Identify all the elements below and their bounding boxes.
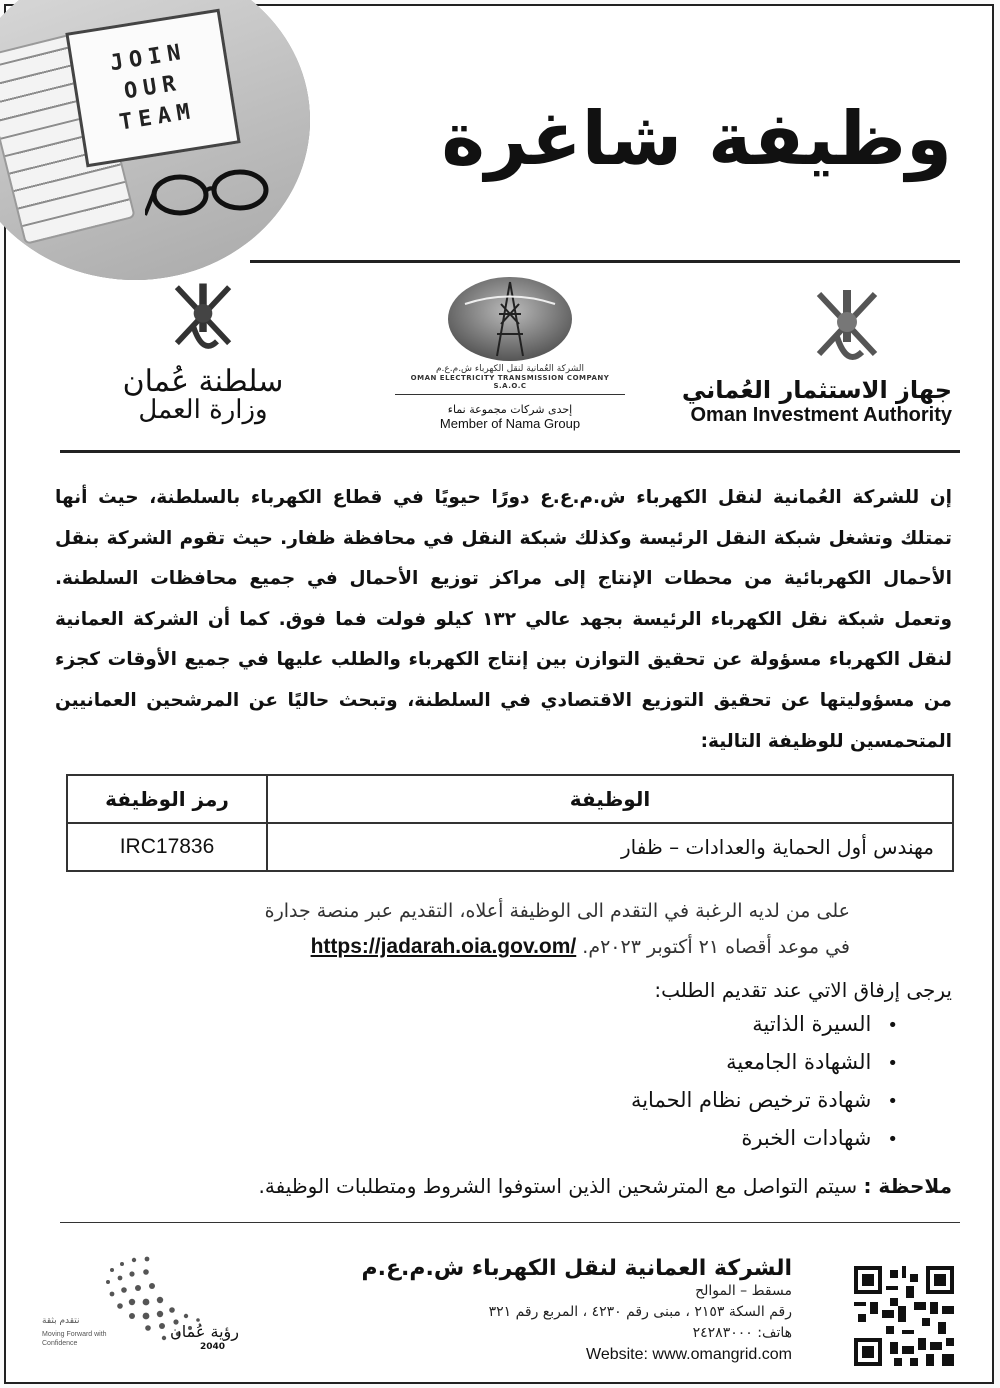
- logos-divider: [60, 450, 960, 453]
- apply-line: على من لديه الرغبة في التقدم الى الوظيفة أعلاه، التقديم عبر منصة جدارة: [264, 900, 850, 922]
- apply-link-line: [265, 929, 850, 965]
- vision-title: رؤية عُمان: [170, 1322, 239, 1341]
- intro-paragraph: إن للشركة العُمانية لنقل الكهرباء ش.م.ع.ع دورًا حيويًا في قطاع الكهرباء بالسلطنة، حيث أنها تمتلك وتشغل شبكة النقل الرئيسة وكذلك شبكة النقل في محافظة ظفار. حيث تقوم الشركة بنقل الأحمال الكهربائية من محطات الإنتاج إلى مراكز توزيع الأحمال في جميع محافظات السلطنة. وتعمل شبكة نقل الكهرباء الرئيسة بجهد عالي ١٣٢ كيلو فولت فما فوق. كما أن الشركة العمانية لنقل الكهرباء مسؤولة عن تحقيق التوازن بين إنتاج الكهرباء والطلب عليها في جميع الأوقات كجزء من مسؤوليتها عن تحقيق التوزيع الاقتصادي في السلطنة، وتبحث حاليًا عن المرشحين العمانيين المتحمسين للوظيفة التالية:: [55, 487, 952, 752]
- vision-tagline-english: Moving Forward with Confidence: [42, 1331, 107, 1347]
- oia-logo: [652, 282, 952, 427]
- qr-code-icon[interactable]: [854, 1266, 954, 1366]
- attachments-list: [631, 1006, 918, 1158]
- list-item: • السيرة الذاتية: [631, 1006, 898, 1044]
- oman-vision-2040-logo: [40, 1250, 260, 1370]
- oetc-arabic-name: الشركة العُمانية لنقل الكهرباء ش.م.ع.م: [435, 364, 585, 374]
- join-our-team-lightbox: [65, 9, 240, 168]
- attachments-title: يرجى إرفاق الاتي عند تقديم الطلب:: [654, 978, 952, 1002]
- code-column-header: رمز الوظيفة: [67, 775, 267, 823]
- website-link[interactable]: Website: www.omangrid.com: [586, 1346, 792, 1363]
- glasses-icon: [145, 160, 275, 220]
- note-label: ملاحظة :: [863, 1174, 952, 1198]
- sultanate-of-oman-text: سلطنة عُمان: [122, 364, 284, 399]
- job-table: [66, 774, 954, 872]
- note: [259, 1174, 952, 1198]
- nama-group-arabic: إحدى شركات مجموعة نماء: [447, 403, 573, 416]
- top-divider: [250, 260, 960, 263]
- nama-group-english: Member of Nama Group: [439, 416, 581, 431]
- list-item: • شهادات الخبرة: [631, 1120, 898, 1158]
- khanjar-emblem-icon: [807, 282, 887, 372]
- table-row: [67, 823, 953, 871]
- oetc-english-name: OMAN ELECTRICITY TRANSMISSION COMPANY S.A.O.C: [395, 374, 625, 395]
- job-code-cell: IRC17836: [67, 823, 267, 871]
- page-title: وظيفة شاغرة: [441, 96, 952, 182]
- job-title-cell: مهندس أول الحماية والعدادات – ظفار: [267, 823, 953, 871]
- job-column-header: الوظيفة: [267, 775, 953, 823]
- footer-divider: [60, 1222, 960, 1223]
- list-item: • الشهادة الجامعية: [631, 1044, 898, 1082]
- khanjar-emblem-icon: [165, 276, 241, 360]
- phone-number: هاتف: ٢٤٢٨٣٠٠٠: [692, 1325, 792, 1341]
- board-line-2: OUR: [122, 70, 184, 105]
- oia-english-name: Oman Investment Authority: [690, 404, 952, 426]
- ministry-of-labour-text: وزارة العمل: [138, 395, 268, 425]
- join-our-team-photo: [0, 0, 310, 280]
- vision-tagline-arabic: نتقدم بثقة: [42, 1316, 80, 1326]
- list-item: • شهادة ترخيص نظام الحماية: [631, 1082, 898, 1120]
- note-text: سيتم التواصل مع المترشحين الذين استوفوا الشروط ومتطلبات الوظيفة.: [258, 1174, 858, 1198]
- vision-year: 2040: [200, 1342, 226, 1352]
- jadarah-link[interactable]: https://jadarah.oia.gov.om/: [310, 935, 577, 958]
- deadline-text: في موعد أقصاه ٢١ أكتوبر ٢٠٢٣م.: [582, 936, 850, 958]
- ministry-of-labour-logo: [108, 276, 298, 425]
- transmission-tower-globe-icon: [445, 274, 575, 364]
- board-line-3: TEAM: [117, 98, 198, 136]
- company-contact: [362, 1256, 792, 1364]
- application-instructions: [265, 893, 850, 965]
- oetc-logo: [395, 274, 625, 431]
- oia-arabic-name: جهاز الاستثمار العُماني: [681, 376, 952, 404]
- board-line-1: JOIN: [108, 39, 189, 77]
- address-line-2: رقم السكة ٢١٥٣ ، مبنى رقم ٤٢٣٠ ، المربع رقم ٣٢١: [488, 1304, 792, 1320]
- address-line-1: مسقط – الموالح: [695, 1283, 792, 1299]
- job-table-header: [67, 775, 953, 823]
- company-name: الشركة العمانية لنقل الكهرباء ش.م.ع.م: [361, 1256, 792, 1281]
